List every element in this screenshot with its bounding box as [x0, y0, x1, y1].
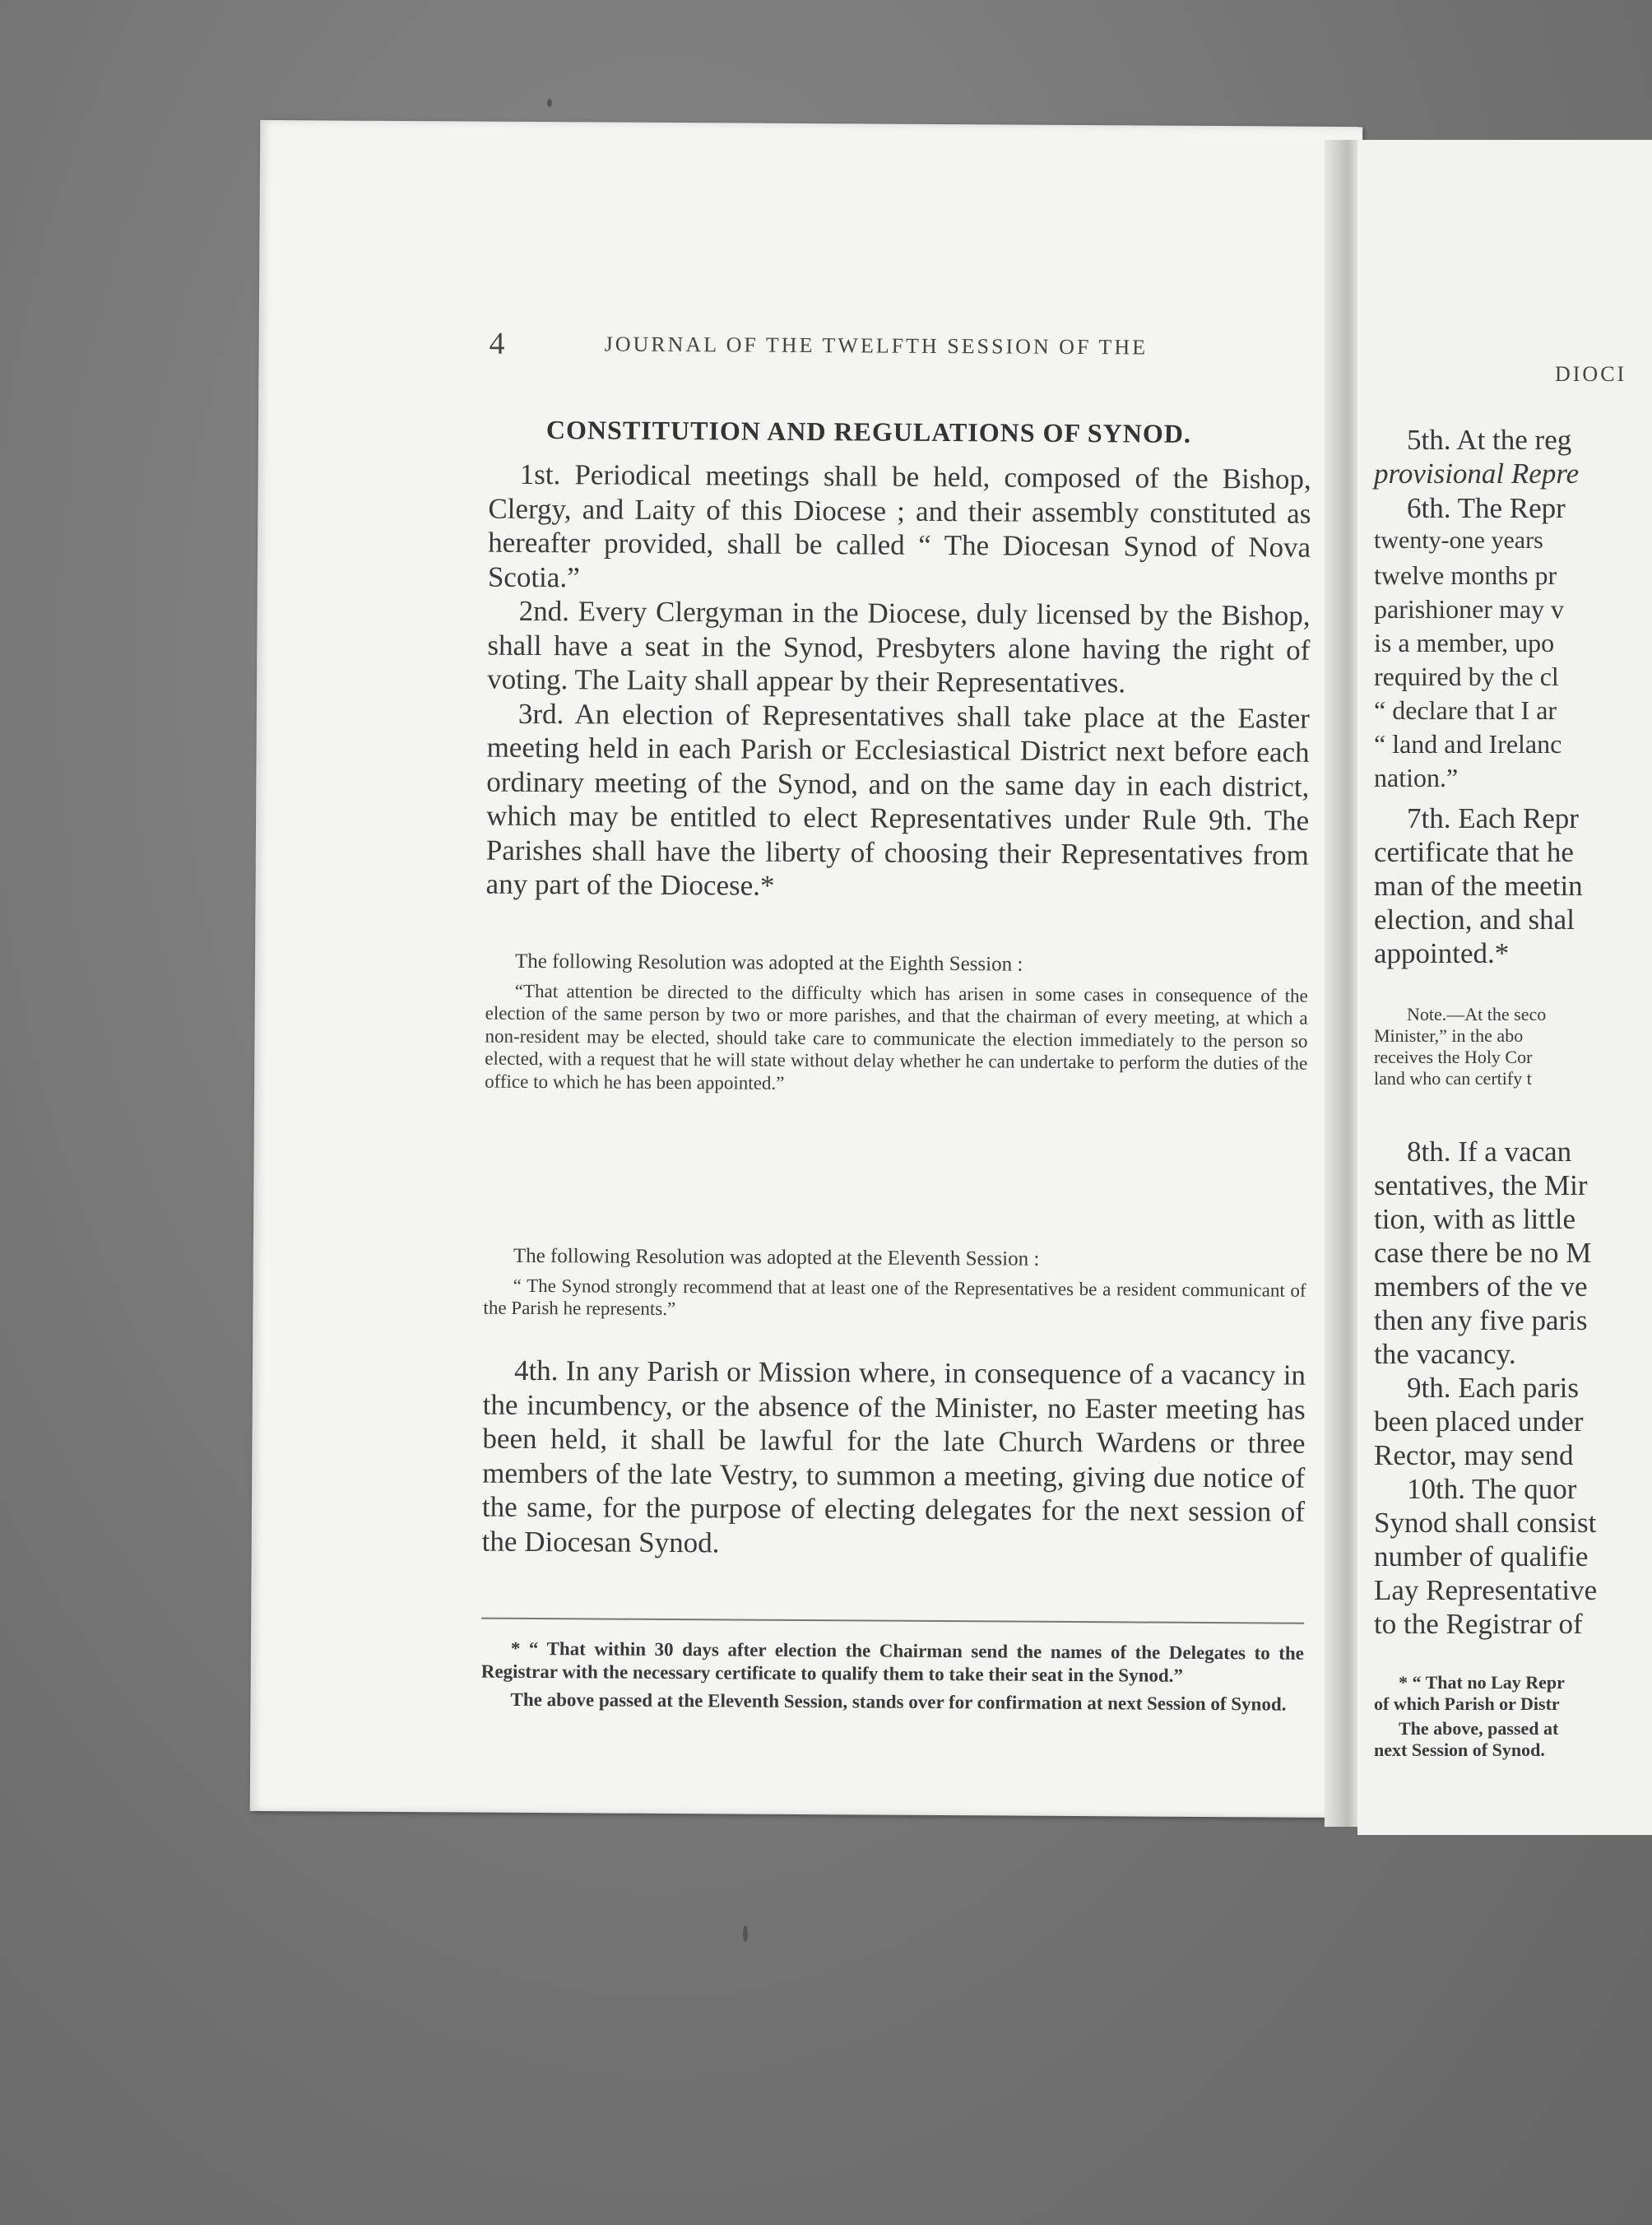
right-line: certificate that he: [1374, 836, 1574, 868]
right-line: 8th. If a vacan: [1407, 1136, 1572, 1168]
resolution-eighth-intro: The following Resolution was adopted at the Eighth Session :: [514, 950, 1023, 976]
right-line: Synod shall consist: [1374, 1507, 1597, 1539]
right-note-line: Note.—At the seco: [1407, 1004, 1547, 1024]
right-line: 6th. The Repr: [1407, 492, 1566, 524]
paragraph-4th: 4th. In any Parish or Mission where, in consequence of a vacancy in the incumbency, or the absence of the Minister, no Easter meeting has been held, it shall be lawful for the late Church Wardens or three members of the late Vestry, to summon a meeting, giving due notice of the same, for the purpose of electing delegates for the next session of the Diocesan Synod.: [481, 1354, 1306, 1558]
footnote-2: The above passed at the Eleventh Session, stands over for confirmation at next Session of Synod.: [510, 1688, 1287, 1715]
right-line: members of the ve: [1374, 1270, 1588, 1303]
right-line: sentatives, the Mir: [1374, 1169, 1588, 1201]
resolution-eleventh-text: “ The Synod strongly recommend that at least one of the Representatives be a resident communicant of the Parish he represents.”: [483, 1275, 1306, 1320]
right-line: 9th. Each paris: [1407, 1372, 1579, 1404]
right-running-header: DIOCI: [1555, 362, 1627, 386]
right-note-line: Minister,” in the abo: [1374, 1025, 1524, 1046]
right-line: been placed under: [1374, 1405, 1584, 1438]
right-line: 10th. The quor: [1407, 1473, 1577, 1505]
right-line: election, and shal: [1374, 903, 1575, 936]
body-paragraphs: [485, 458, 1311, 907]
right-line: man of the meetin: [1374, 870, 1583, 902]
right-line: Rector, may send: [1374, 1439, 1574, 1471]
right-line: appointed.*: [1374, 937, 1510, 969]
right-line: is a member, upo: [1374, 628, 1555, 657]
right-line: parishioner may v: [1374, 594, 1565, 624]
right-line: required by the cl: [1374, 662, 1559, 691]
right-footnote-line: The above, passed at: [1399, 1718, 1559, 1739]
footnotes: [480, 1637, 1304, 1721]
right-line: Lay Representative: [1374, 1574, 1598, 1606]
right-page: [1357, 140, 1652, 1835]
right-line: number of qualifie: [1374, 1540, 1589, 1572]
dust-speck: [743, 1925, 748, 1942]
section-title: CONSTITUTION AND REGULATIONS OF SYNOD.: [545, 415, 1191, 448]
resolution-eighth-text: “That attention be directed to the difficulty which has arisen in some cases in consequence of the election of the same person by two or more parishes, and that the chairman of every meeting, at which a non-resident may be elected, should take care to communicate the election immediately to the person so elected, with a request that he will state without delay whether he can undertake to perform the duties of the office to which he has been appointed.”: [485, 980, 1308, 1094]
footnote-1: * “ That within 30 days after election the Chairman send the names of the Delegates to the Registrar with the necessary certificate to qualify them to take their seat in the Synod.”: [480, 1637, 1305, 1686]
dust-speck: [547, 99, 552, 107]
right-footnote-line: next Session of Synod.: [1374, 1740, 1545, 1760]
paragraph-4th-block: [482, 1354, 1306, 1563]
right-line: 7th. Each Repr: [1407, 802, 1579, 834]
right-note-line: receives the Holy Cor: [1374, 1047, 1533, 1067]
right-line: tion, with as little: [1374, 1203, 1575, 1235]
right-line: “ land and Irelanc: [1374, 729, 1562, 759]
right-note-line: land who can certify t: [1374, 1068, 1532, 1089]
footnote-rule: [481, 1618, 1304, 1624]
resolution-eleventh: [483, 1245, 1306, 1328]
running-header: JOURNAL OF THE TWELFTH SESSION OF THE: [604, 332, 1149, 360]
right-line: nation.”: [1374, 763, 1459, 792]
right-line: “ declare that I ar: [1374, 695, 1557, 725]
right-line: case there be no M: [1374, 1237, 1592, 1269]
right-line: 5th. At the reg: [1407, 424, 1572, 456]
resolution-eighth: [485, 950, 1308, 1101]
right-line: then any five paris: [1374, 1304, 1588, 1336]
right-line: to the Registrar of: [1374, 1608, 1583, 1640]
left-page: [250, 120, 1363, 1818]
resolution-eleventh-intro: The following Resolution was adopted at the Eleventh Session :: [513, 1244, 1040, 1270]
right-line: twenty-one years: [1374, 527, 1543, 554]
right-line: provisional Repre: [1374, 458, 1580, 490]
page-number: 4: [489, 326, 505, 361]
right-footnote-line: of which Parish or Distr: [1374, 1693, 1560, 1714]
right-line: the vacancy.: [1374, 1338, 1516, 1370]
right-footnote-line: * “ That no Lay Repr: [1399, 1672, 1565, 1693]
right-line: twelve months pr: [1374, 560, 1557, 590]
book-gutter: [1325, 140, 1357, 1827]
paragraph-3rd: 3rd. An election of Representatives shall take place at the Easter meeting held in each Parish or Ecclesiastical District next before each ordinary meeting of the Synod, and on the same day in each district, which may be entitled to elect Representatives under Rule 9th. The Parishes shall have the liberty of choosing their Representatives from any part of the Diocese.*: [485, 697, 1310, 902]
paragraph-2nd: 2nd. Every Clergyman in the Diocese, duly licensed by the Bishop, shall have a seat in the Synod, Presbyters alone having the right of voting. The Laity shall appear by their Representatives.: [487, 594, 1311, 699]
paragraph-1st: 1st. Periodical meetings shall be held, composed of the Bishop, Clergy, and Laity of this Diocese ; and their assembly constituted as hereafter provided, shall be called “ The Diocesan Synod of Nova Scotia.”: [487, 458, 1311, 593]
